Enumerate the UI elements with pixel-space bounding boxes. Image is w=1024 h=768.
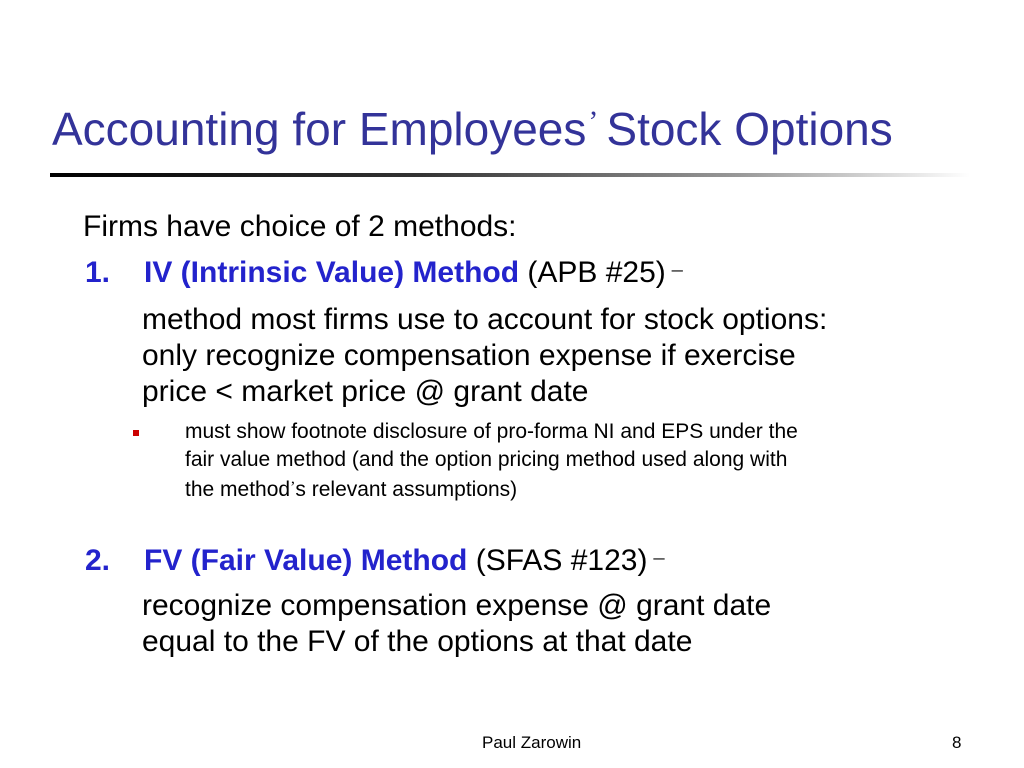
- item-1-number: 1.: [85, 256, 111, 289]
- item-2-number: 2.: [85, 544, 111, 577]
- item-2-title: [144, 544, 664, 578]
- sub-bullet-line: [185, 474, 798, 504]
- item-2-body-line: recognize compensation expense @ grant date: [142, 589, 772, 622]
- sub-bullet-line: must show footnote disclosure of pro-forma NI and EPS under the: [185, 420, 798, 443]
- item-2-dash: –: [653, 544, 665, 569]
- title-part1: Accounting for Employees: [52, 103, 587, 155]
- item-1-title: [144, 256, 683, 290]
- title-part2: Stock Options: [606, 103, 893, 155]
- square-bullet-icon: [133, 430, 139, 436]
- item-1-ref: (APB #25): [527, 256, 666, 289]
- item-1-body: [142, 302, 827, 410]
- item-1-body-line: method most firms use to account for stock options:: [142, 303, 828, 336]
- sub-bullet-text: [185, 418, 798, 504]
- item-1-body-line: price < market price @ grant date: [142, 375, 589, 408]
- footer-author: Paul Zarowin: [482, 733, 582, 752]
- sub-bullet-apostrophe: ’: [290, 479, 296, 496]
- slide-number: 8: [952, 733, 962, 752]
- title-underline: [50, 173, 970, 177]
- item-1-body-line: only recognize compensation expense if exercise: [142, 339, 796, 372]
- sub-bullet-line: fair value method (and the option pricing method used along with: [185, 448, 788, 471]
- item-2-method: FV (Fair Value) Method: [144, 544, 468, 577]
- item-2-ref: (SFAS #123): [475, 544, 648, 577]
- item-1-dash: –: [671, 256, 683, 281]
- sub-bullet-fragment: the method: [185, 478, 291, 501]
- item-1-method: IV (Intrinsic Value) Method: [144, 256, 520, 289]
- title-apostrophe: ’: [588, 105, 599, 138]
- sub-bullet-fragment: s relevant assumptions): [295, 478, 518, 501]
- slide-title: [52, 103, 893, 155]
- item-2-body: [142, 588, 771, 660]
- item-2-body-line: equal to the FV of the options at that date: [142, 625, 693, 658]
- intro-text: Firms have choice of 2 methods:: [83, 210, 517, 243]
